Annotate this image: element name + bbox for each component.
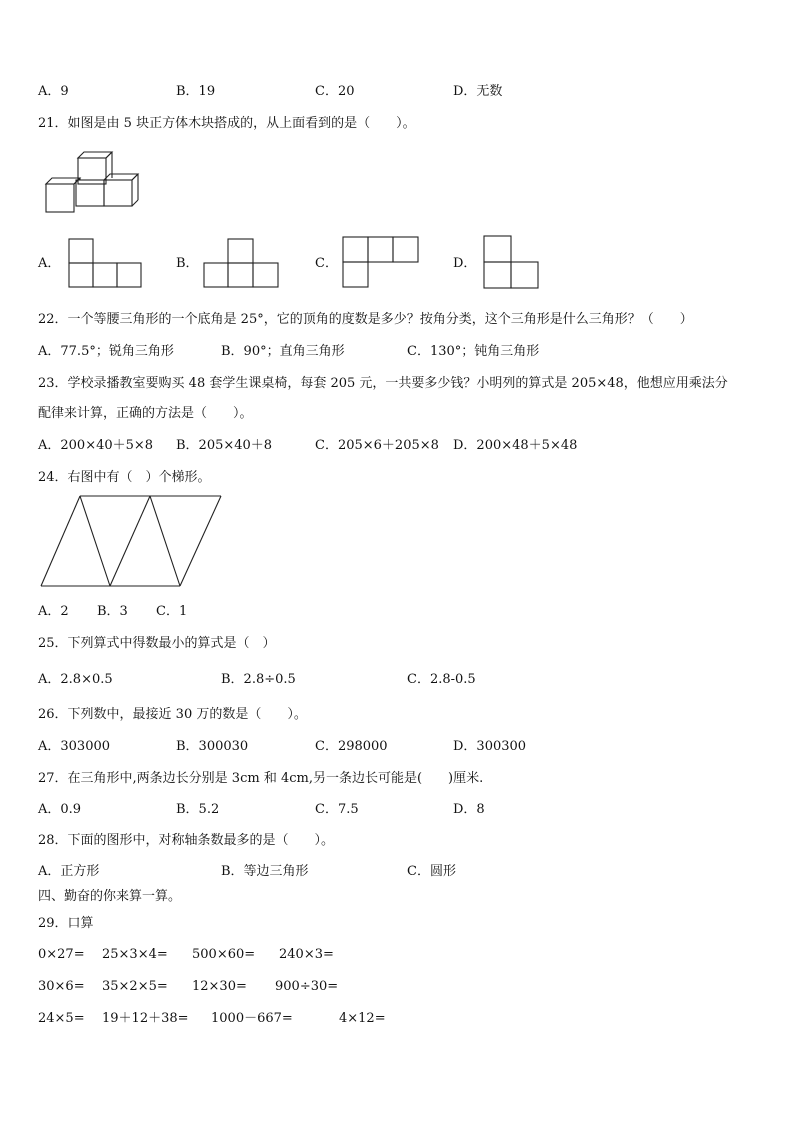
- q23-option-a[interactable]: A．200×40＋5×8: [38, 438, 154, 453]
- q29-item: 4×12=: [339, 1011, 386, 1026]
- q29-item: 19＋12＋38=: [102, 1011, 189, 1026]
- q27-option-d[interactable]: D．8: [453, 802, 485, 817]
- q27-option-a[interactable]: A．0.9: [38, 802, 82, 817]
- q21-option-b-shape[interactable]: [203, 238, 280, 290]
- q29-item: 12×30=: [192, 979, 247, 994]
- q29-question: 29．口算: [38, 916, 94, 931]
- q20-option-b[interactable]: B．19: [176, 84, 216, 99]
- q24-option-a[interactable]: A．2: [38, 604, 69, 619]
- q23-option-b[interactable]: B．205×40＋8: [176, 438, 273, 453]
- q29-item: 35×2×5=: [102, 979, 168, 994]
- q29-item: 25×3×4=: [102, 947, 168, 962]
- q27-question: 27．在三角形中,两条边长分别是 3cm 和 4cm,另一条边长可能是( )厘米.: [38, 771, 484, 786]
- q22-option-c[interactable]: C．130°；钝角三角形: [407, 344, 540, 359]
- q22-option-a[interactable]: A．77.5°；锐角三角形: [38, 344, 174, 359]
- q26-option-d[interactable]: D．300300: [453, 739, 527, 754]
- q21-option-c-shape[interactable]: [342, 236, 420, 290]
- q21-question: 21．如图是由 5 块正方体木块搭成的，从上面看到的是（ ）。: [38, 116, 416, 131]
- q27-option-c[interactable]: C．7.5: [315, 802, 359, 817]
- q21-option-b-label[interactable]: B．: [176, 256, 199, 271]
- q22-option-b[interactable]: B．90°；直角三角形: [221, 344, 345, 359]
- q24-question: 24．右图中有（ ）个梯形。: [38, 470, 211, 485]
- section4-title: 四、勤奋的你来算一算。: [38, 889, 182, 904]
- q28-option-c[interactable]: C．圆形: [407, 864, 456, 879]
- q28-option-b[interactable]: B．等边三角形: [221, 864, 309, 879]
- q24-triangle-figure: [40, 495, 224, 589]
- q29-item: 240×3=: [279, 947, 334, 962]
- q21-option-d-shape[interactable]: [483, 235, 541, 291]
- q25-option-c[interactable]: C．2.8-0.5: [407, 672, 476, 687]
- q29-item: 24×5=: [38, 1011, 85, 1026]
- q29-item: 900÷30=: [275, 979, 339, 994]
- q21-option-c-label[interactable]: C．: [315, 256, 338, 271]
- q21-option-a-shape[interactable]: [68, 238, 143, 290]
- q21-option-d-label[interactable]: D．: [453, 256, 477, 271]
- q20-option-a[interactable]: A．9: [38, 84, 69, 99]
- q21-cube-figure: [44, 150, 144, 216]
- q29-item: 0×27=: [38, 947, 85, 962]
- q28-question: 28．下面的图形中，对称轴条数最多的是（ ）。: [38, 833, 335, 848]
- q25-option-b[interactable]: B．2.8÷0.5: [221, 672, 296, 687]
- q24-option-b[interactable]: B．3: [97, 604, 128, 619]
- q20-option-c[interactable]: C．20: [315, 84, 355, 99]
- q29-item: 500×60=: [192, 947, 256, 962]
- q26-option-a[interactable]: A．303000: [38, 739, 111, 754]
- q27-option-b[interactable]: B．5.2: [176, 802, 220, 817]
- q21-option-a-label[interactable]: A．: [38, 256, 61, 271]
- q23-question-line1: 23．学校录播教室要购买 48 套学生课桌椅，每套 205 元，一共要多少钱？小明列的算式是 205×48，他想应用乘法分: [38, 376, 728, 391]
- q25-question: 25．下列算式中得数最小的算式是（ ）: [38, 636, 276, 651]
- q23-question-line2: 配律来计算，正确的方法是（ ）。: [38, 406, 253, 421]
- q20-option-d[interactable]: D．无数: [453, 84, 503, 99]
- q26-option-b[interactable]: B．300030: [176, 739, 249, 754]
- q24-option-c[interactable]: C．1: [156, 604, 188, 619]
- q29-item: 1000－667=: [211, 1011, 293, 1026]
- q26-option-c[interactable]: C．298000: [315, 739, 388, 754]
- q23-option-c[interactable]: C．205×6＋205×8: [315, 438, 439, 453]
- q23-option-d[interactable]: D．200×48＋5×48: [453, 438, 578, 453]
- q22-question: 22．一个等腰三角形的一个底角是 25°，它的顶角的度数是多少？按角分类，这个三角形是什么三角形？（ ）: [38, 312, 693, 327]
- q25-option-a[interactable]: A．2.8×0.5: [38, 672, 113, 687]
- q29-item: 30×6=: [38, 979, 85, 994]
- q26-question: 26．下列数中，最接近 30 万的数是（ ）。: [38, 707, 307, 722]
- q28-option-a[interactable]: A．正方形: [38, 864, 100, 879]
